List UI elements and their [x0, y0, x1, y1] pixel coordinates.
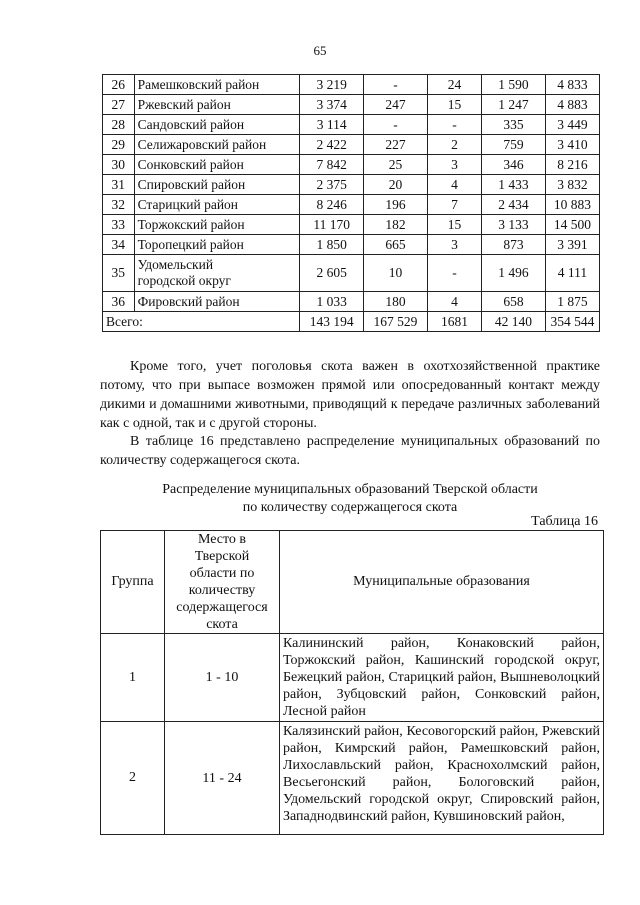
value-cell: 196 [364, 195, 428, 215]
table-row [103, 95, 600, 115]
total-value: 167 529 [364, 312, 428, 332]
value-cell: 1 590 [482, 75, 546, 95]
total-value: 42 140 [482, 312, 546, 332]
value-cell: 3 114 [300, 115, 364, 135]
value-cell: 4 111 [545, 255, 599, 292]
value-cell: 7 [427, 195, 481, 215]
district-name: Селижаровский район [134, 135, 300, 155]
value-cell: - [364, 115, 428, 135]
district-name-line: Удомельский [137, 257, 214, 272]
header-place-line: количеству [188, 583, 256, 598]
total-value: 1681 [427, 312, 481, 332]
value-cell: - [364, 75, 428, 95]
value-cell: 346 [482, 155, 546, 175]
value-cell: 8 246 [300, 195, 364, 215]
table16-row-group2 [101, 722, 604, 835]
row-number: 29 [103, 135, 135, 155]
paragraph-table16-intro: В таблице 16 представлено распределение муниципальных образований по количеству содержащегося скота. [100, 434, 600, 468]
value-cell: 1 247 [482, 95, 546, 115]
value-cell: 15 [427, 95, 481, 115]
value-cell: 25 [364, 155, 428, 175]
value-cell: 1 850 [300, 235, 364, 255]
value-cell: 1 875 [545, 292, 599, 312]
value-cell: 873 [482, 235, 546, 255]
value-cell: 182 [364, 215, 428, 235]
value-cell: 247 [364, 95, 428, 115]
district-name: Сандовский район [134, 115, 300, 135]
header-place-line: Тверской [194, 549, 250, 564]
value-cell: 658 [482, 292, 546, 312]
value-cell: 24 [427, 75, 481, 95]
header-place-line: содержащегося [176, 600, 268, 615]
table-row [103, 215, 600, 235]
total-row [103, 312, 600, 332]
total-label: Всего: [103, 312, 300, 332]
row-number: 30 [103, 155, 135, 175]
value-cell: 180 [364, 292, 428, 312]
table-row [103, 235, 600, 255]
district-name: Сонковский район [134, 155, 300, 175]
value-cell: - [427, 115, 481, 135]
value-cell: 4 833 [545, 75, 599, 95]
table-row [103, 115, 600, 135]
table16-caption-line1: Распределение муниципальных образований Тверской области [162, 482, 538, 497]
district-name-line: городской округ [137, 273, 231, 288]
value-cell: 1 033 [300, 292, 364, 312]
value-cell: 227 [364, 135, 428, 155]
value-cell: 14 500 [545, 215, 599, 235]
value-cell: 2 434 [482, 195, 546, 215]
group-number: 2 [101, 722, 165, 835]
district-name: Рамешковский район [134, 75, 300, 95]
row-number: 31 [103, 175, 135, 195]
district-name: Фировский район [134, 292, 300, 312]
value-cell: 4 [427, 175, 481, 195]
value-cell: 759 [482, 135, 546, 155]
place-range: 11 - 24 [165, 722, 280, 835]
value-cell: 335 [482, 115, 546, 135]
header-place-line: скота [206, 617, 238, 632]
district-name: Спировский район [134, 175, 300, 195]
value-cell: 3 [427, 235, 481, 255]
value-cell: 2 605 [300, 255, 364, 292]
table-row [103, 195, 600, 215]
total-value: 354 544 [545, 312, 599, 332]
value-cell: 3 [427, 155, 481, 175]
value-cell: 3 391 [545, 235, 599, 255]
value-cell: 10 883 [545, 195, 599, 215]
value-cell: 3 219 [300, 75, 364, 95]
row-number: 32 [103, 195, 135, 215]
value-cell: 3 832 [545, 175, 599, 195]
paragraph-livestock-hunting: Кроме того, учет поголовья скота важен в охотхозяйственной практике потому, что при выпасе возможен прямой или опосредованный контакт между дикими и домашними животными, приводящий к передаче различных заболеваний как с одной, так и с другой стороны. [100, 359, 600, 431]
header-municipalities: Муниципальные образования [280, 531, 604, 634]
header-group: Группа [101, 531, 165, 634]
table-row [103, 155, 600, 175]
place-range: 1 - 10 [165, 634, 280, 722]
page-number: 65 [313, 43, 327, 58]
row-number: 33 [103, 215, 135, 235]
value-cell: 15 [427, 215, 481, 235]
row-number: 36 [103, 292, 135, 312]
header-place-line: Место в [197, 532, 247, 547]
value-cell: - [427, 255, 481, 292]
district-name: Торопецкий район [134, 235, 300, 255]
value-cell: 7 842 [300, 155, 364, 175]
value-cell: 2 [427, 135, 481, 155]
table-row [103, 75, 600, 95]
value-cell: 1 496 [482, 255, 546, 292]
value-cell: 11 170 [300, 215, 364, 235]
district-name: Торжокский район [134, 215, 300, 235]
value-cell: 3 449 [545, 115, 599, 135]
value-cell: 4 883 [545, 95, 599, 115]
municipalities-list: Калязинский район, Кесовогорский район, Ржевский район, Кимрский район, Рамешковский район, Лихославльский район, Краснохолмский район, Весьегонский район, Бологовский район, Удомельский городской округ, Спировский район, Западнодвинский район, Кувшиновский район, [280, 722, 604, 835]
table16-distribution [100, 530, 604, 835]
table16-caption-line2: по количеству содержащегося скота [242, 500, 458, 515]
value-cell: 10 [364, 255, 428, 292]
header-place-line: области по [189, 566, 255, 581]
municipalities-list: Калининский район, Конаковский район, Торжокский район, Кашинский городской округ, Бежецкий район, Старицкий район, Вышневолоцкий район, Зубцовский район, Сонковский район, Лесной район [280, 634, 604, 722]
row-number: 34 [103, 235, 135, 255]
value-cell: 3 410 [545, 135, 599, 155]
district-name: Ржевский район [134, 95, 300, 115]
header-place [165, 531, 280, 634]
value-cell: 2 375 [300, 175, 364, 195]
total-value: 143 194 [300, 312, 364, 332]
value-cell: 665 [364, 235, 428, 255]
value-cell: 20 [364, 175, 428, 195]
row-number: 28 [103, 115, 135, 135]
district-name: Старицкий район [134, 195, 300, 215]
table-row [103, 135, 600, 155]
livestock-table-continued [102, 74, 600, 332]
value-cell: 3 374 [300, 95, 364, 115]
group-number: 1 [101, 634, 165, 722]
table-row [103, 255, 600, 292]
table16-row-group1 [101, 634, 604, 722]
row-number: 27 [103, 95, 135, 115]
value-cell: 1 433 [482, 175, 546, 195]
district-name [134, 255, 300, 292]
value-cell: 4 [427, 292, 481, 312]
value-cell: 2 422 [300, 135, 364, 155]
value-cell: 3 133 [482, 215, 546, 235]
table-row [103, 175, 600, 195]
row-number: 26 [103, 75, 135, 95]
table-row [103, 292, 600, 312]
table16-header-row [101, 531, 604, 634]
value-cell: 8 216 [545, 155, 599, 175]
table16-label: Таблица 16 [531, 514, 598, 529]
row-number: 35 [103, 255, 135, 292]
